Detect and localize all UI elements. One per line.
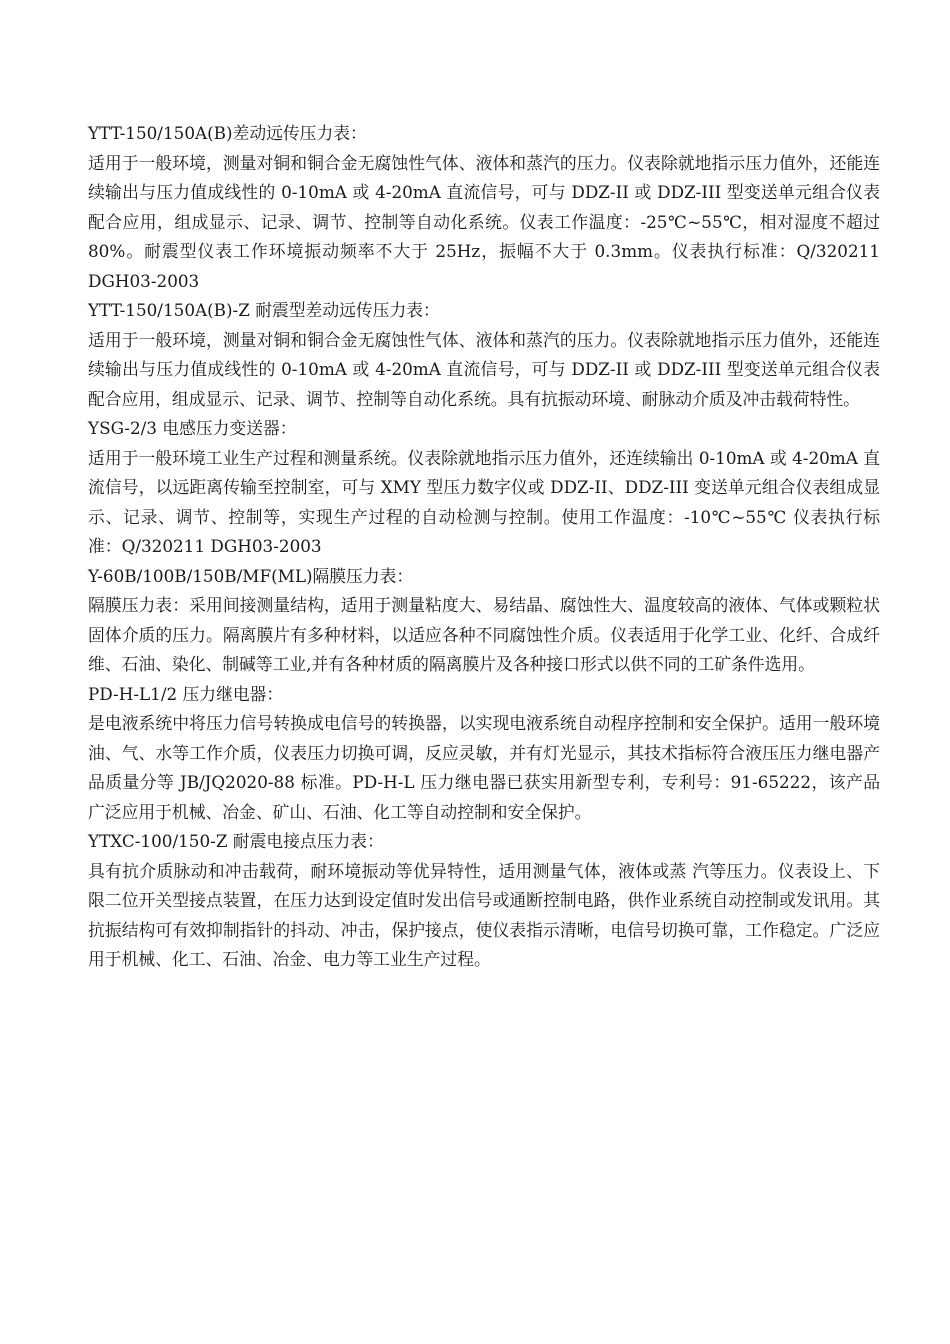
document-page <box>88 119 880 975</box>
product-heading: PD-H-L1/2 压力继电器： <box>88 683 284 704</box>
product-entry-ysg-2-3 <box>88 414 880 562</box>
product-heading: Y-60B/100B/150B/MF(ML)隔膜压力表： <box>88 565 414 586</box>
product-heading: YTXC-100/150-Z 耐震电接点压力表： <box>88 831 384 851</box>
product-heading: YTT-150/150A(B)差动远传压力表： <box>88 123 367 143</box>
product-entry-pd-h-l <box>88 680 880 828</box>
product-description: 隔膜压力表：采用间接测量结构，适用于测量粘度大、易结晶、腐蚀性大、温度较高的液体、气体或颗粒状固体介质的压力。隔离膜片有多种材料，以适应各种不同腐蚀性介质。仪表适用于化学工业、化纤、合成纤维、石油、染化、制碱等工业,并有各种材质的隔离膜片及各种接口形式以供不同的工矿条件选用。 <box>88 595 880 674</box>
product-description: 适用于一般环境，测量对铜和铜合金无腐蚀性气体、液体和蒸汽的压力。仪表除就地指示压力值外，还能连续输出与压力值成线性的 0-10mA 或 4-20mA 直流信号，可与 DDZ-II 或 DDZ-III 型变送单元组合仪表配合应用，组成显示、记录、调节、控制等自动化系统。仪表工作温度：-25℃~55℃，相对湿度不超过 80%。耐震型仪表工作环境振动频率不大于 25Hz，振幅不大于 0.3mm。仪表执行标准：Q/320211 DGH03-2003 <box>88 152 880 291</box>
product-description: 适用于一般环境，测量对铜和铜合金无腐蚀性气体、液体和蒸汽的压力。仪表除就地指示压力值外，还能连续输出与压力值成线性的 0-10mA 或 4-20mA 直流信号，可与 DDZ-II 或 DDZ-III 型变送单元组合仪表配合应用，组成显示、记录、调节、控制等自动化系统。具有抗振动环境、耐脉动介质及冲击载荷特性。 <box>88 329 880 409</box>
product-entry-y-60b <box>88 562 880 680</box>
product-description: 是电液系统中将压力信号转换成电信号的转换器，以实现电液系统自动程序控制和安全保护。适用一般环境油、气、水等工作介质，仪表压力切换可调，反应灵敏，并有灯光显示，其技术指标符合液压压力继电器产品质量分等 JB/JQ2020-88 标准。PD-H-L 压力继电器已获实用新型专利，专利号：91-65222，该产品广泛应用于机械、冶金、矿山、石油、化工等自动控制和安全保护。 <box>88 713 880 822</box>
product-entry-ytt-150-z <box>88 296 880 414</box>
product-entry-ytt-150 <box>88 119 880 296</box>
product-entry-ytxc-100 <box>88 827 880 975</box>
product-heading: YTT-150/150A(B)-Z 耐震型差动远传压力表： <box>88 300 440 320</box>
product-description: 具有抗介质脉动和冲击载荷，耐环境振动等优异特性，适用测量气体，液体或蒸 汽等压力。仪表设上、下限二位开关型接点装置，在压力达到设定值时发出信号或通断控制电路，供作业系统自动控制或发讯用。其抗振结构可有效抑制指针的抖动、冲击，保护接点，使仪表指示清晰，电信号切换可靠，工作稳定。广泛应用于机械、化工、石油、冶金、电力等工业生产过程。 <box>88 860 880 969</box>
product-description: 适用于一般环境工业生产过程和测量系统。仪表除就地指示压力值外，还连续输出 0-10mA 或 4-20mA 直流信号，以远距离传输至控制室，可与 XMY 型压力数字仪或 DDZ-II、DDZ-III 变送单元组合仪表组成显示、记录、调节、控制等，实现生产过程的自动检测与控制。使用工作温度：-10℃~55℃ 仪表执行标准：Q/320211 DGH03-2003 <box>88 447 880 556</box>
product-heading: YSG-2/3 电感压力变送器： <box>88 418 297 438</box>
